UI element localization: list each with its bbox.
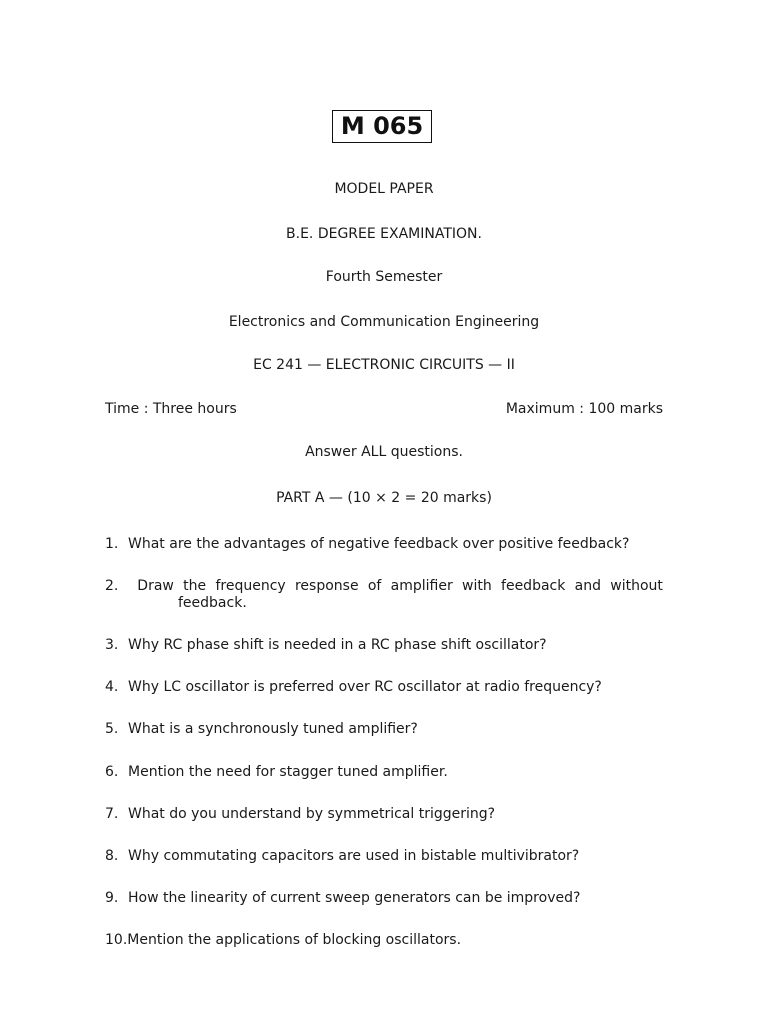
question-3	[105, 637, 663, 654]
question-number: 2.	[105, 578, 119, 594]
question-text: Why RC phase shift is needed in a RC phase shift oscillator?	[128, 637, 547, 653]
question-1	[105, 536, 663, 553]
question-word: frequency	[215, 578, 286, 594]
question-8	[105, 848, 663, 865]
question-text: Why LC oscillator is preferred over RC oscillator at radio frequency?	[128, 679, 602, 695]
question-word: response	[294, 578, 359, 594]
paper-code-box: M 065	[332, 110, 432, 143]
question-number: 10.	[105, 932, 128, 948]
question-2-line-1	[105, 578, 663, 595]
question-text: What are the advantages of negative feedback over positive feedback?	[128, 536, 630, 552]
question-word: and	[574, 578, 601, 594]
question-text: How the linearity of current sweep generators can be improved?	[128, 890, 581, 906]
question-7	[105, 806, 663, 823]
question-10	[105, 932, 663, 949]
question-2-continuation: feedback.	[178, 595, 247, 611]
time-limit: Time : Three hours	[105, 401, 237, 417]
subject: EC 241 — ELECTRONIC CIRCUITS — II	[253, 357, 515, 373]
question-number: 8.	[105, 848, 119, 864]
question-text: What do you understand by symmetrical triggering?	[128, 806, 496, 822]
question-word: without	[610, 578, 663, 594]
semester: Fourth Semester	[325, 269, 443, 285]
time-marks-row	[105, 400, 663, 418]
question-9	[105, 890, 663, 907]
question-number: 1.	[105, 536, 119, 552]
question-2	[105, 578, 663, 612]
paper-type: MODEL PAPER	[334, 181, 434, 197]
question-number: 7.	[105, 806, 119, 822]
branch: Electronics and Communication Engineering	[228, 314, 540, 330]
exam-title: B.E. DEGREE EXAMINATION.	[286, 226, 482, 242]
question-word: Draw	[137, 578, 174, 594]
question-word: of	[367, 578, 382, 594]
question-number: 6.	[105, 764, 119, 780]
question-word: amplifier	[390, 578, 453, 594]
question-number: 5.	[105, 721, 119, 737]
question-number: 3.	[105, 637, 119, 653]
question-text: What is a synchronously tuned amplifier?	[128, 721, 418, 737]
question-text: Mention the need for stagger tuned amplifier.	[128, 764, 448, 780]
question-6	[105, 764, 663, 781]
maximum-marks: Maximum : 100 marks	[505, 401, 663, 417]
question-text: Why commutating capacitors are used in bistable multivibrator?	[128, 848, 580, 864]
question-word: feedback	[501, 578, 566, 594]
question-4	[105, 679, 663, 696]
part-a-title: PART A — (10 × 2 = 20 marks)	[276, 490, 492, 506]
question-5	[105, 721, 663, 738]
question-word: the	[183, 578, 207, 594]
question-word: with	[462, 578, 492, 594]
instruction: Answer ALL questions.	[305, 444, 463, 460]
question-number: 9.	[105, 890, 119, 906]
question-number: 4.	[105, 679, 119, 695]
question-text: Mention the applications of blocking oscillators.	[127, 932, 462, 948]
